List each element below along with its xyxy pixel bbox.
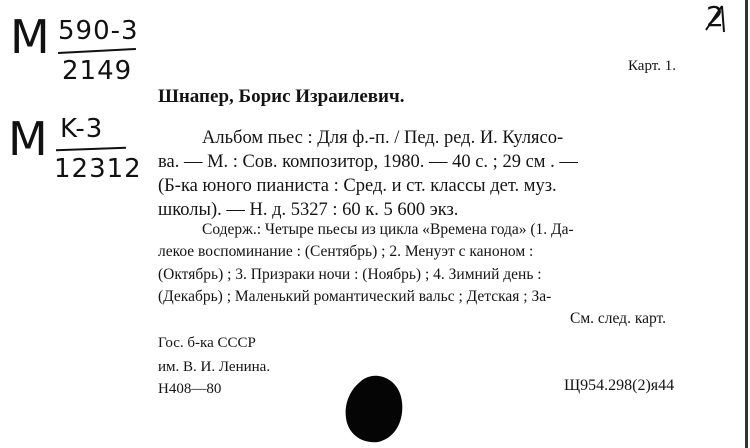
classification-index: Щ954.298(2)я44: [564, 377, 675, 394]
handwritten-fraction-line-2: [56, 147, 126, 151]
ink-blot: [342, 372, 406, 444]
contents-line: Содерж.: Четыре пьесы из цикла «Времена года» (1. Да-: [202, 221, 574, 238]
handwritten-shelf-letter-2: M: [8, 112, 49, 166]
description-line: (Б-ка юного пианиста : Сред. и ст. классы дет. муз.: [158, 176, 557, 196]
handwritten-corner-stroke-icon: [700, 0, 730, 34]
handwritten-shelf-code-2-top: K-3: [60, 114, 104, 144]
library-line: Гос. б-ка СССР: [158, 335, 256, 351]
handwritten-shelf-code-2-bottom: 12312: [54, 154, 142, 184]
library-line: Н408—80: [158, 381, 222, 397]
see-next-card: См. след. карт.: [570, 310, 667, 327]
handwritten-shelf-code-1-top: 590-3: [58, 16, 139, 46]
author-heading: Шнапер, Борис Израилевич.: [158, 86, 405, 107]
card-number-label: Карт. 1.: [628, 58, 676, 74]
library-line: им. В. И. Ленина.: [158, 359, 271, 375]
handwritten-corner-number: 2: [706, 0, 725, 33]
card-right-edge: [745, 0, 748, 448]
contents-line: (Октябрь) ; 3. Призраки ночи : (Ноябрь) ; 4. Зимний день :: [158, 266, 542, 283]
handwritten-fraction-line-1: [58, 48, 136, 54]
contents-line: (Декабрь) ; Маленький романтический вальс ; Детская ; За-: [158, 288, 552, 305]
handwritten-shelf-code-1-bottom: 2149: [62, 56, 133, 86]
description-line: школы). — Н. д. 5327 : 60 к. 5 600 экз.: [158, 200, 459, 220]
description-line: Альбом пьес : Для ф.-п. / Пед. ред. И. Кулясо-: [202, 128, 564, 148]
contents-line: лекое воспоминание : (Сентябрь) ; 2. Менуэт с каноном :: [158, 243, 534, 260]
description-line: ва. — М. : Сов. композитор, 1980. — 40 с. ; 29 см . —: [158, 152, 578, 172]
handwritten-shelf-letter-1: M: [10, 10, 51, 64]
